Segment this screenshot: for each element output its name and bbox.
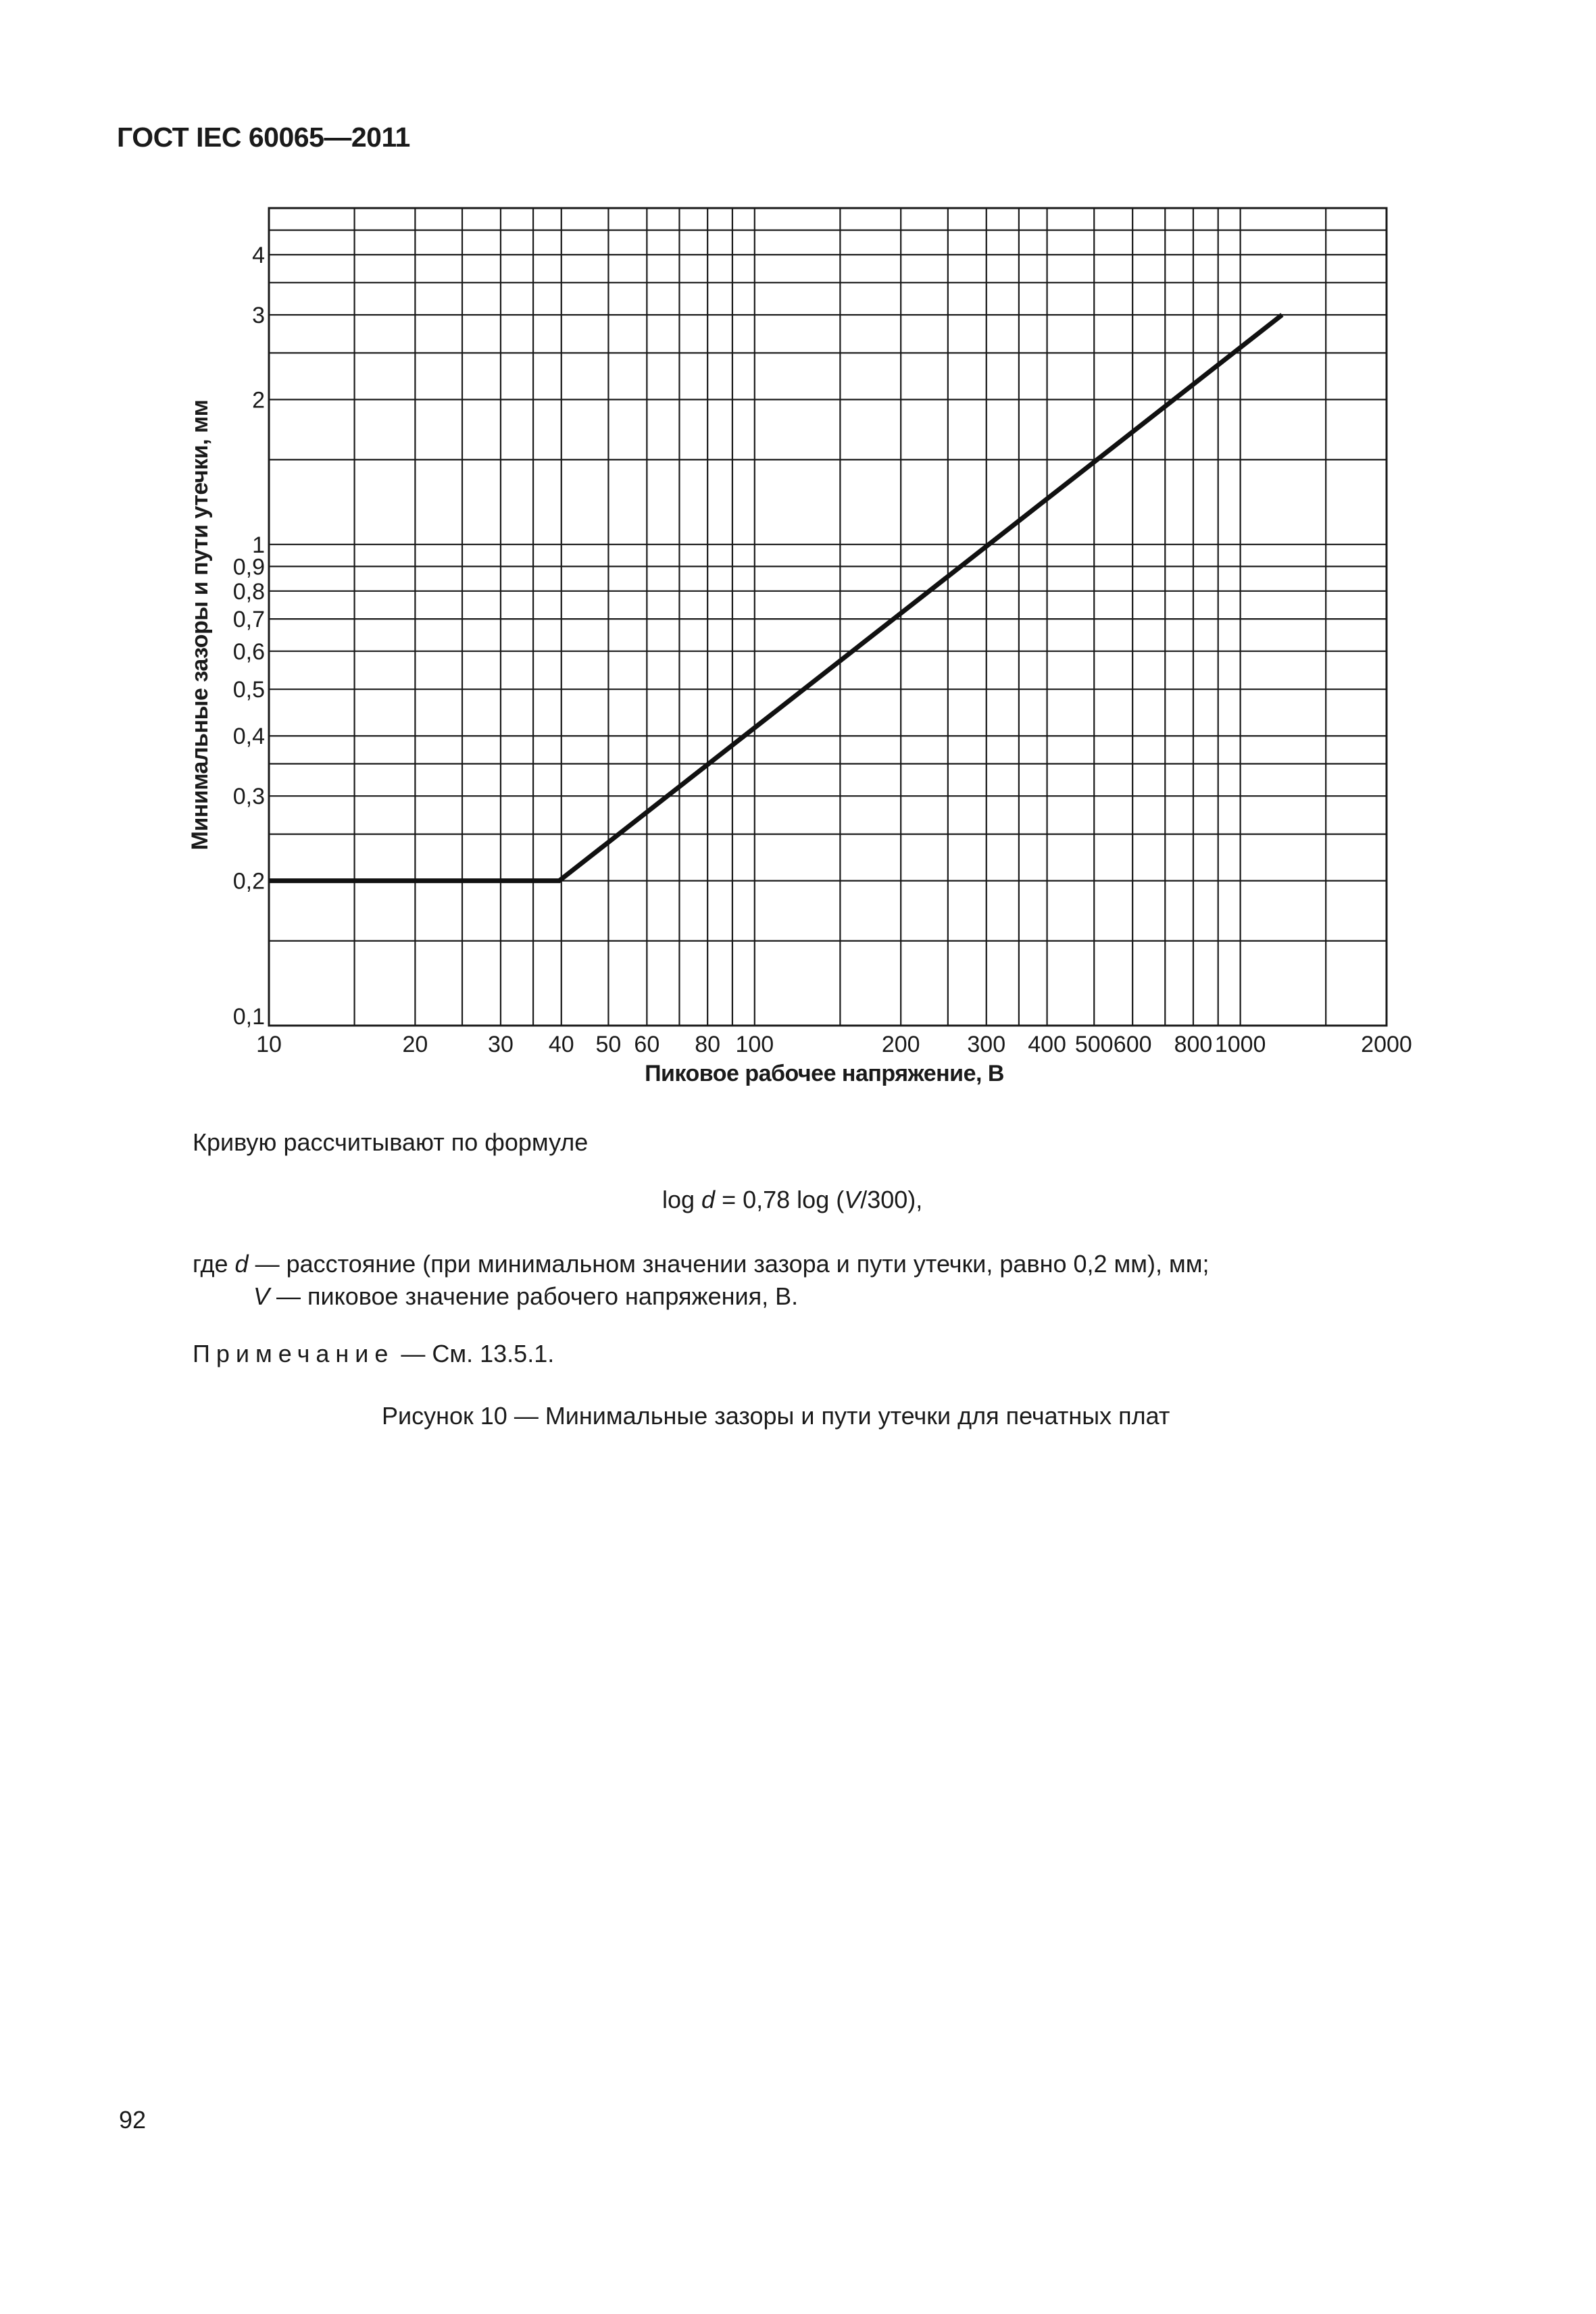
y-tick-label: 1 bbox=[252, 532, 265, 558]
definition-d-text: — расстояние (при минимальном значении зазора и пути утечки, равно 0,2 мм), мм; bbox=[248, 1250, 1210, 1278]
y-axis-label: Минимальные зазоры и пути утечки, мм bbox=[187, 399, 213, 851]
definition-v-text: — пиковое значение рабочего напряжения, В. bbox=[270, 1282, 799, 1310]
definition-var-d: d bbox=[234, 1250, 249, 1278]
x-tick-label: 200 bbox=[881, 1032, 920, 1057]
page-number: 92 bbox=[119, 2106, 147, 2134]
formula-mid: = 0,78 log ( bbox=[715, 1186, 845, 1213]
y-tick-label: 3 bbox=[252, 302, 265, 328]
y-tick-label: 0,6 bbox=[232, 638, 265, 665]
y-tick-label: 2 bbox=[252, 387, 265, 413]
y-tick-label: 0,1 bbox=[232, 1004, 265, 1030]
x-tick-label: 10 bbox=[256, 1032, 282, 1057]
y-tick-label: 0,8 bbox=[232, 578, 265, 605]
x-tick-label: 300 bbox=[967, 1032, 1006, 1057]
note bbox=[193, 1340, 554, 1368]
x-tick-label: 60 bbox=[634, 1032, 660, 1057]
x-axis-label: Пиковое рабочее напряжение, В bbox=[645, 1061, 1004, 1086]
x-tick-label: 500 bbox=[1074, 1032, 1114, 1057]
x-tick-label: 50 bbox=[595, 1032, 622, 1057]
chart bbox=[0, 0, 1596, 1108]
formula-intro: Кривую рассчитывают по формуле bbox=[193, 1128, 589, 1156]
document-header: ГОСТ IEC 60065—2011 bbox=[117, 122, 410, 153]
formula bbox=[662, 1186, 922, 1214]
plot-frame bbox=[269, 208, 1387, 1026]
x-tick-label: 2000 bbox=[1361, 1032, 1412, 1057]
definition-var-v: V bbox=[253, 1282, 270, 1310]
definition-v bbox=[253, 1282, 798, 1311]
x-tick-labels bbox=[256, 1032, 1412, 1057]
definition-d bbox=[193, 1250, 1210, 1278]
x-tick-label: 1000 bbox=[1214, 1032, 1266, 1057]
x-tick-label: 40 bbox=[548, 1032, 574, 1057]
x-tick-label: 100 bbox=[735, 1032, 774, 1057]
formula-suffix: /300), bbox=[860, 1186, 923, 1213]
y-tick-label: 0,7 bbox=[232, 607, 265, 633]
x-tick-label: 30 bbox=[488, 1032, 514, 1057]
x-tick-label: 800 bbox=[1174, 1032, 1213, 1057]
definition-where: где bbox=[193, 1250, 235, 1278]
y-tick-label: 0,9 bbox=[232, 554, 265, 580]
x-tick-label: 600 bbox=[1113, 1032, 1152, 1057]
x-tick-label: 20 bbox=[402, 1032, 428, 1057]
y-tick-labels bbox=[233, 243, 265, 1030]
y-tick-label: 0,2 bbox=[232, 868, 265, 895]
formula-var-v: V bbox=[844, 1186, 861, 1213]
grid bbox=[269, 208, 1387, 1026]
y-tick-label: 0,4 bbox=[232, 724, 265, 750]
y-tick-label: 0,5 bbox=[232, 677, 265, 703]
note-label: Примечание bbox=[193, 1340, 395, 1367]
y-tick-label: 4 bbox=[252, 243, 265, 269]
x-tick-label: 400 bbox=[1028, 1032, 1066, 1057]
formula-var-d: d bbox=[701, 1186, 716, 1213]
figure-caption: Рисунок 10 — Минимальные зазоры и пути утечки для печатных плат bbox=[382, 1402, 1170, 1430]
note-text: — См. 13.5.1. bbox=[394, 1340, 555, 1367]
x-tick-label: 80 bbox=[695, 1032, 721, 1057]
y-tick-label: 0,3 bbox=[232, 784, 265, 810]
formula-prefix: log bbox=[662, 1186, 702, 1213]
